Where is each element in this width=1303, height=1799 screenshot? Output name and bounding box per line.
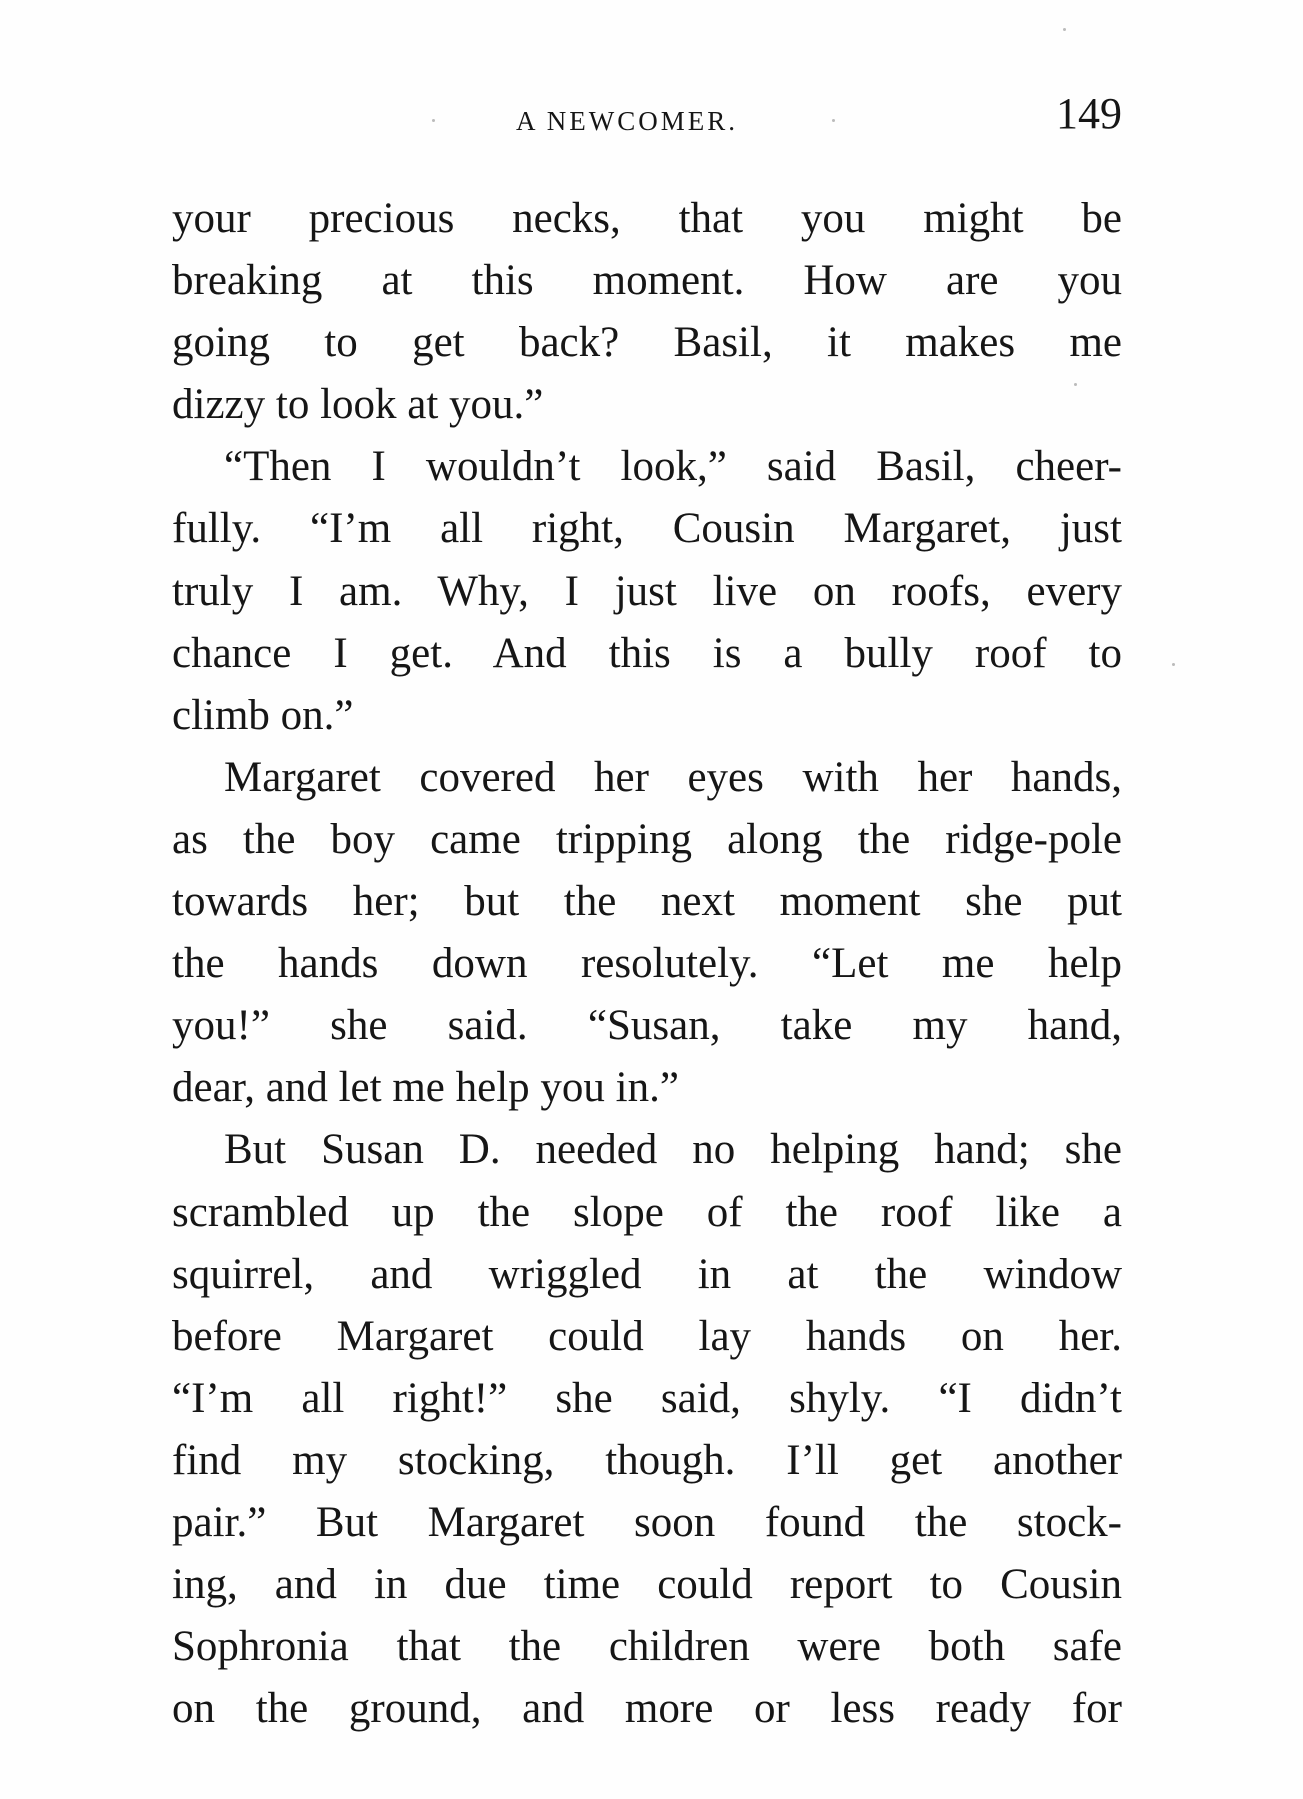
text-line: as the boy came tripping along the ridge-pole <box>172 815 1122 863</box>
text-line: climb on.” <box>172 691 354 739</box>
text-line: breaking at this moment. How are you <box>172 257 1122 305</box>
text-line: your precious necks, that you might be <box>172 195 1122 242</box>
text-line: on the ground, and more or less ready for <box>172 1685 1122 1733</box>
text-line: Sophronia that the children were both safe <box>172 1623 1122 1671</box>
text-line: dizzy to look at you.” <box>172 381 544 429</box>
running-title: A NEWCOMER. <box>516 106 738 136</box>
text-line: squirrel, and wriggled in at the window <box>172 1250 1122 1298</box>
text-line: find my stocking, though. I’ll get another <box>172 1436 1122 1484</box>
paper-speck <box>1074 383 1077 386</box>
text-line: truly I am. Why, I just live on roofs, every <box>172 567 1122 615</box>
text-line: Margaret covered her eyes with her hands, <box>224 753 1122 801</box>
text-line: But Susan D. needed no helping hand; she <box>224 1126 1122 1174</box>
page-number: 149 <box>1056 89 1122 138</box>
text-line: towards her; but the next moment she put <box>172 878 1122 926</box>
text-line: chance I get. And this is a bully roof to <box>172 629 1122 677</box>
paper-speck <box>432 119 435 122</box>
running-head <box>172 89 1122 152</box>
text-line: scrambled up the slope of the roof like a <box>172 1188 1122 1236</box>
paper-speck <box>1063 28 1066 31</box>
paper-speck <box>832 119 835 122</box>
paper-speck <box>1172 663 1175 666</box>
text-line: dear, and let me help you in.” <box>172 1064 679 1112</box>
text-line: “I’m all right!” she said, shyly. “I didn’t <box>172 1374 1122 1422</box>
text-line: the hands down resolutely. “Let me help <box>172 940 1122 988</box>
text-line: “Then I wouldn’t look,” said Basil, cheer- <box>224 443 1122 491</box>
text-line: ing, and in due time could report to Cousin <box>172 1561 1122 1609</box>
text-line: before Margaret could lay hands on her. <box>172 1312 1122 1360</box>
text-line: fully. “I’m all right, Cousin Margaret, just <box>172 505 1122 553</box>
text-line: going to get back? Basil, it makes me <box>172 319 1122 367</box>
text-line: pair.” But Margaret soon found the stock- <box>172 1498 1122 1546</box>
text-line: you!” she said. “Susan, take my hand, <box>172 1002 1122 1050</box>
body-text <box>172 188 1122 1740</box>
